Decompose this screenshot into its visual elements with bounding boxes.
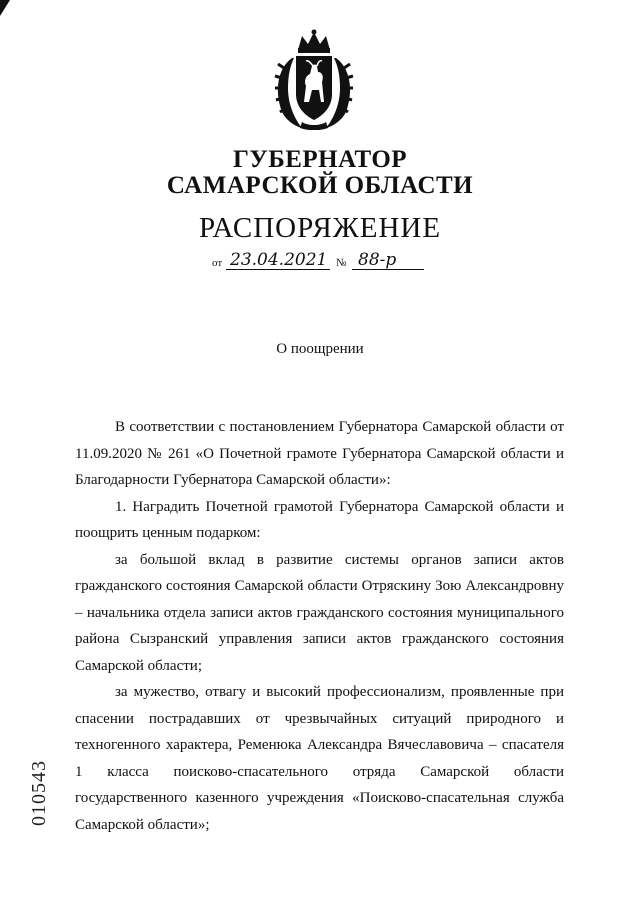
corner-mark — [0, 0, 10, 16]
document-body — [75, 414, 564, 838]
issuer-title: ГУБЕРНАТОР — [232, 146, 408, 173]
form-serial-number: 010543 — [28, 760, 50, 826]
paragraph-item-1: 1. Наградить Почетной грамотой Губернатора Самарской области и поощрить ценным подарком: — [75, 498, 564, 541]
document-type: РАСПОРЯЖЕНИЕ — [198, 212, 442, 244]
paragraph-award-1: за большой вклад в развитие системы органов записи актов гражданского состояния Самарской области Отряскину Зою Александровну – начальника отдела записи актов гражданского состояния муниципального района Сызранский управления записи актов гражданского состояния Самарской области; — [75, 551, 564, 674]
coat-of-arms-icon — [272, 28, 356, 130]
document-subject: О поощрении — [276, 341, 364, 357]
issuer-region: САМАРСКОЙ ОБЛАСТИ — [166, 172, 474, 199]
document-date: 23.04.2021 — [230, 250, 328, 270]
paragraph-award-2: за мужество, отвагу и высокий профессионализм, проявленные при спасении пострадавших от чрезвычайных ситуаций природного и техногенного характера, Ременюка Александра Вячеславовича – спасателя 1 класса поисково-спасательного отряда Самарской области государственного казенного учреждения «Поисково-спасательная служба Самарской области»; — [75, 684, 564, 833]
paragraph-preamble: В соответствии с постановлением Губернатора Самарской области от 11.09.2020 № 261 «О Почетной грамоте Губернатора Самарской области и Благодарности Губернатора Самарской области»: — [75, 419, 564, 488]
document-number: 88-р — [358, 250, 397, 270]
number-label: № — [336, 257, 347, 269]
date-from-label: от — [212, 257, 223, 269]
